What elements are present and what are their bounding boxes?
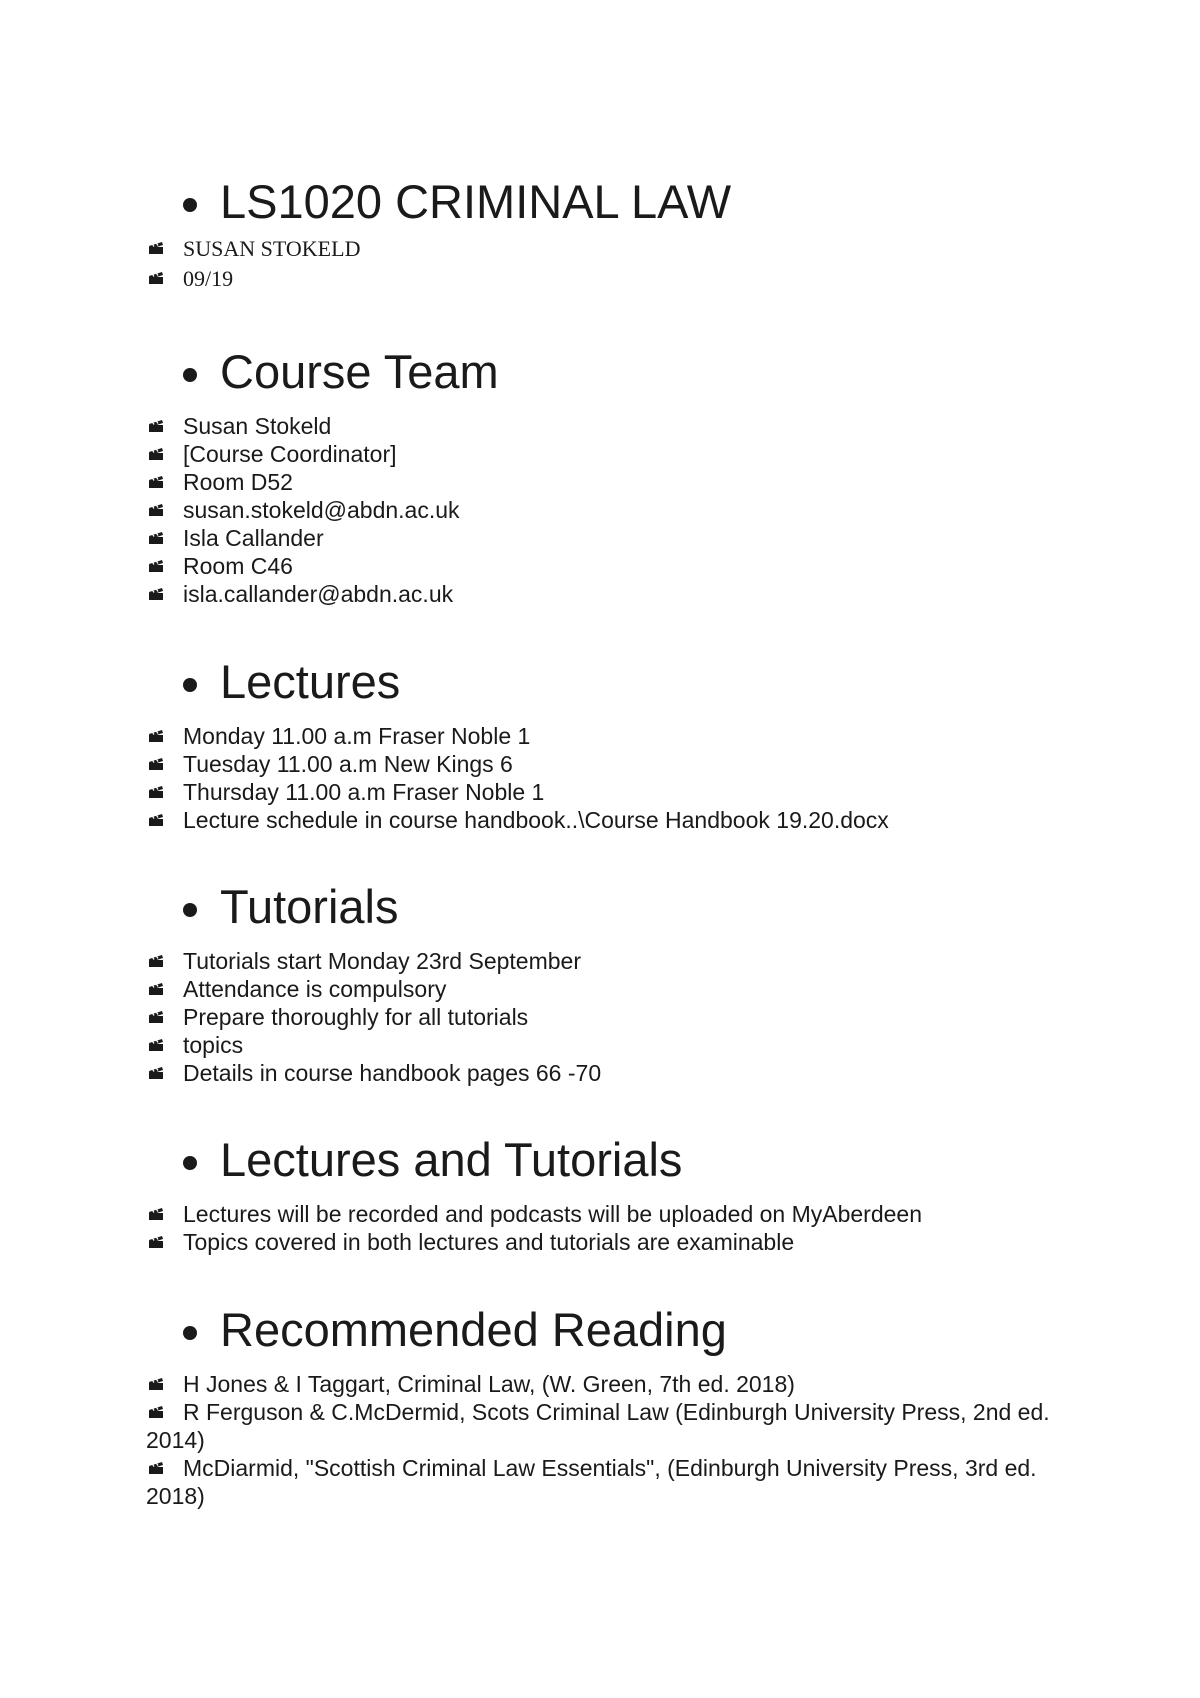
item-text: Susan Stokeld	[183, 413, 332, 439]
item-text: Tuesday 11.00 a.m New Kings 6	[183, 751, 513, 777]
dot-bullet-icon	[183, 198, 197, 212]
item-text: Monday 11.00 a.m Fraser Noble 1	[183, 723, 531, 749]
clapperboard-bullet-icon	[148, 587, 164, 601]
list-item	[146, 234, 1066, 264]
list-item	[146, 496, 1066, 524]
list-item	[146, 1370, 1066, 1398]
item-text: Lectures will be recorded and podcasts will be uploaded on MyAberdeen	[183, 1201, 923, 1227]
clapperboard-bullet-icon	[148, 813, 164, 827]
list-item	[146, 1031, 1066, 1059]
item-text: Room C46	[183, 553, 293, 579]
clapperboard-bullet-icon	[148, 729, 164, 743]
list-item	[146, 552, 1066, 580]
dot-bullet-icon	[183, 368, 197, 382]
list-item	[146, 778, 1066, 806]
heading-text: Lectures and Tutorials	[220, 1133, 683, 1186]
section-tutorials	[146, 881, 1066, 1087]
list-item	[146, 975, 1066, 1003]
list-item	[146, 1003, 1066, 1031]
dot-bullet-icon	[183, 903, 197, 917]
heading-text: Course Team	[220, 345, 499, 398]
list-item	[146, 1228, 1066, 1256]
item-text: Prepare thoroughly for all tutorials	[183, 1004, 529, 1030]
clapperboard-bullet-icon	[148, 1066, 164, 1080]
section-lectures-and-tutorials	[146, 1134, 1066, 1256]
clapperboard-bullet-icon	[148, 1405, 164, 1419]
heading-text: Recommended Reading	[220, 1303, 727, 1356]
section-recommended-reading	[146, 1304, 1066, 1510]
item-list	[146, 722, 1066, 834]
list-item	[146, 1200, 1066, 1228]
clapperboard-bullet-icon	[148, 785, 164, 799]
section-title	[146, 176, 1066, 294]
section-heading	[146, 1134, 1066, 1186]
item-text: Details in course handbook pages 66 -70	[183, 1060, 602, 1086]
list-item	[146, 722, 1066, 750]
section-heading	[146, 346, 1066, 398]
clapperboard-bullet-icon	[148, 475, 164, 489]
item-text: isla.callander@abdn.ac.uk	[183, 581, 454, 607]
item-text: Topics covered in both lectures and tutorials are examinable	[183, 1229, 795, 1255]
clapperboard-bullet-icon	[148, 1377, 164, 1391]
clapperboard-bullet-icon	[148, 954, 164, 968]
item-text: Thursday 11.00 a.m Fraser Noble 1	[183, 779, 545, 805]
list-item	[146, 580, 1066, 608]
item-text: Attendance is compulsory	[183, 976, 447, 1002]
list-item	[146, 264, 1066, 294]
heading-text: LS1020 CRIMINAL LAW	[220, 175, 732, 228]
clapperboard-bullet-icon	[148, 503, 164, 517]
clapperboard-bullet-icon	[148, 1235, 164, 1249]
item-text: Isla Callander	[183, 525, 324, 551]
item-text: [Course Coordinator]	[183, 441, 397, 467]
clapperboard-bullet-icon	[148, 1010, 164, 1024]
item-text: Room D52	[183, 469, 293, 495]
section-lectures	[146, 656, 1066, 834]
clapperboard-bullet-icon	[148, 559, 164, 573]
clapperboard-bullet-icon	[148, 271, 164, 285]
item-text: susan.stokeld@abdn.ac.uk	[183, 497, 460, 523]
clapperboard-bullet-icon	[148, 757, 164, 771]
item-list	[146, 412, 1066, 608]
list-item	[146, 1059, 1066, 1087]
section-heading	[146, 176, 1066, 228]
clapperboard-bullet-icon	[148, 447, 164, 461]
clapperboard-bullet-icon	[148, 241, 164, 255]
list-item	[146, 1454, 1066, 1510]
item-text: Tutorials start Monday 23rd September	[183, 948, 581, 974]
clapperboard-bullet-icon	[148, 419, 164, 433]
dot-bullet-icon	[183, 678, 197, 692]
clapperboard-bullet-icon	[148, 531, 164, 545]
item-text: R Ferguson & C.McDermid, Scots Criminal Law (Edinburgh University Press, 2nd ed. 2014)	[146, 1399, 1050, 1453]
section-heading	[146, 881, 1066, 933]
item-text: topics	[183, 1032, 244, 1058]
item-list	[146, 234, 1066, 294]
item-text: McDiarmid, "Scottish Criminal Law Essentials", (Edinburgh University Press, 3rd ed. 2018)	[146, 1455, 1037, 1509]
item-list	[146, 947, 1066, 1087]
section-heading	[146, 1304, 1066, 1356]
item-text: H Jones & I Taggart, Criminal Law, (W. Green, 7th ed. 2018)	[183, 1371, 795, 1397]
dot-bullet-icon	[183, 1326, 197, 1340]
item-list	[146, 1200, 1066, 1256]
heading-text: Tutorials	[220, 880, 399, 933]
dot-bullet-icon	[183, 1156, 197, 1170]
list-item	[146, 750, 1066, 778]
list-item	[146, 947, 1066, 975]
clapperboard-bullet-icon	[148, 1461, 164, 1475]
heading-text: Lectures	[220, 655, 401, 708]
list-item	[146, 524, 1066, 552]
clapperboard-bullet-icon	[148, 1207, 164, 1221]
list-item	[146, 806, 1066, 834]
list-item	[146, 440, 1066, 468]
item-list	[146, 1370, 1066, 1510]
list-item	[146, 1398, 1066, 1454]
item-text: SUSAN STOKELD	[183, 236, 361, 261]
clapperboard-bullet-icon	[148, 982, 164, 996]
section-heading	[146, 656, 1066, 708]
clapperboard-bullet-icon	[148, 1038, 164, 1052]
item-text: 09/19	[183, 266, 234, 291]
list-item	[146, 412, 1066, 440]
list-item	[146, 468, 1066, 496]
section-course-team	[146, 346, 1066, 608]
item-text: Lecture schedule in course handbook..\Course Handbook 19.20.docx	[183, 807, 889, 833]
